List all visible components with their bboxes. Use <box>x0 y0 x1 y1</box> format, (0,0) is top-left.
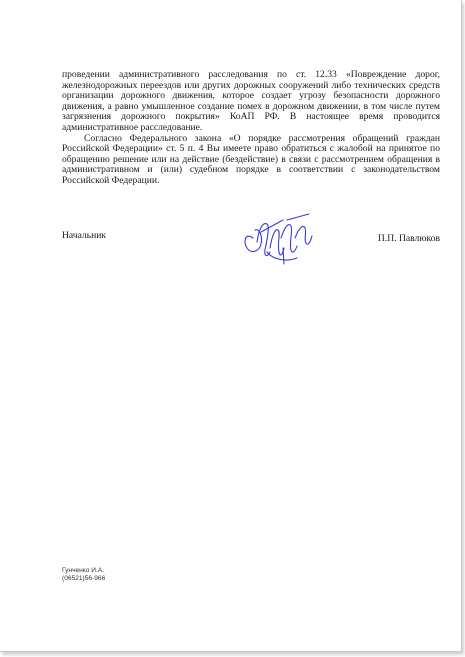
paragraph-appeal-rights: Согласно Федерального закона «О порядке рассмотрения обращений граждан Российской Федерации» ст. 5 п. 4 Вы имеете право обратиться с жалобой на принятое по обращению решение или на действие (бездействие) в связи с рассмотрением обращения в административном и (или) судебном порядке в соответствии с законодательством Российской Федерации. <box>62 132 440 186</box>
executor-name: Гунченко И.А. <box>62 567 105 574</box>
signature-block <box>62 220 440 270</box>
paragraph-investigation: проведении административного расследования по ст. 12.33 «Повреждение дорог, железнодорожных переездов или других дорожных сооружений либо технических средств организации дорожного движения, которое создает угрозу безопасности дорожного движения, а равно умышленное создание помех в дорожном движении, в том числе путем загрязнения дорожного покрытия» КоАП РФ. В настоящее время проводится административное расследование. <box>62 69 440 133</box>
letter-body <box>62 70 440 187</box>
executor-phone: (06521)56-966 <box>62 575 106 582</box>
executor-info <box>62 567 105 583</box>
signatory-name: П.П. Павлюков <box>377 233 440 244</box>
handwritten-signature <box>237 208 317 266</box>
signatory-position: Начальник <box>62 230 107 241</box>
